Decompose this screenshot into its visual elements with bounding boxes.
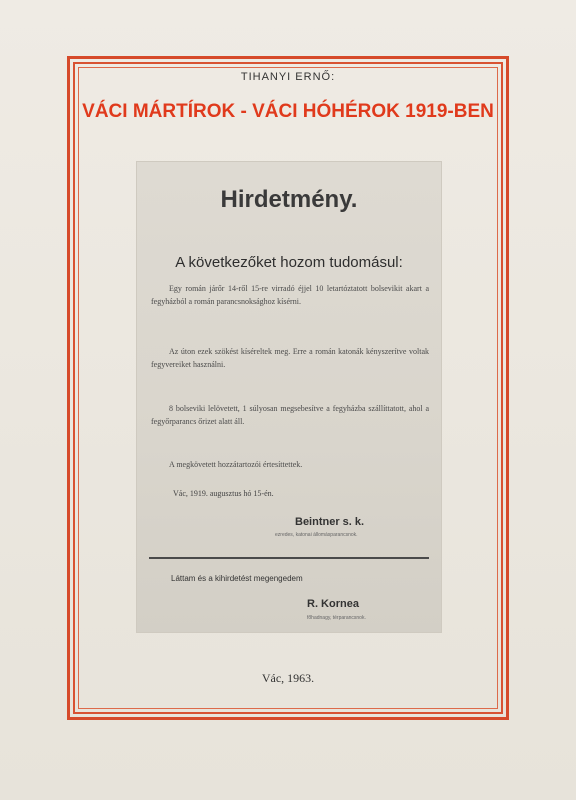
poster-signature-1-caption: ezredes, katonai állomásparancsnok. xyxy=(275,532,358,538)
poster-paragraph: Egy román járőr 14-ről 15-re virradó éjjel 10 letartóztatott bolsevikit akart a fegyházból a román parancsnoksághoz kísérni. xyxy=(151,284,429,306)
poster-paragraph: Az úton ezek szökést kíséreltek meg. Erre a román katonák kényszerítve voltak fegyvereiket használni. xyxy=(151,347,429,369)
poster-heading: Hirdetmény. xyxy=(220,186,358,213)
poster-approval: Láttam és a kihirdetést megengedem xyxy=(171,574,303,583)
publication-place-date: Vác, 1963. xyxy=(261,671,315,685)
author-name: TIHANYI ERNŐ: xyxy=(240,71,336,83)
poster-subheading: A következőket hozom tudomásul: xyxy=(175,254,403,271)
poster-signature-2: R. Kornea xyxy=(307,598,359,610)
poster-paragraph: A megkövetett hozzátartozói értesíttettek. xyxy=(169,460,303,469)
poster-paragraph: 8 bolseviki lelövetett, 1 súlyosan megsebesítve a fegyházba szállíttatott, ahol a fegyőrparancs őrizet alatt áll. xyxy=(151,404,429,426)
poster-signature-2-caption: főhadnagy, térparancsnok. xyxy=(307,615,366,621)
poster-image xyxy=(137,162,441,632)
poster-divider xyxy=(149,557,429,559)
poster-signature-1: Beintner s. k. xyxy=(295,516,365,528)
poster-date: Vác, 1919. augusztus hó 15-én. xyxy=(173,489,274,498)
book-title: VÁCI MÁRTÍROK - VÁCI HÓHÉROK 1919-BEN xyxy=(82,101,494,122)
